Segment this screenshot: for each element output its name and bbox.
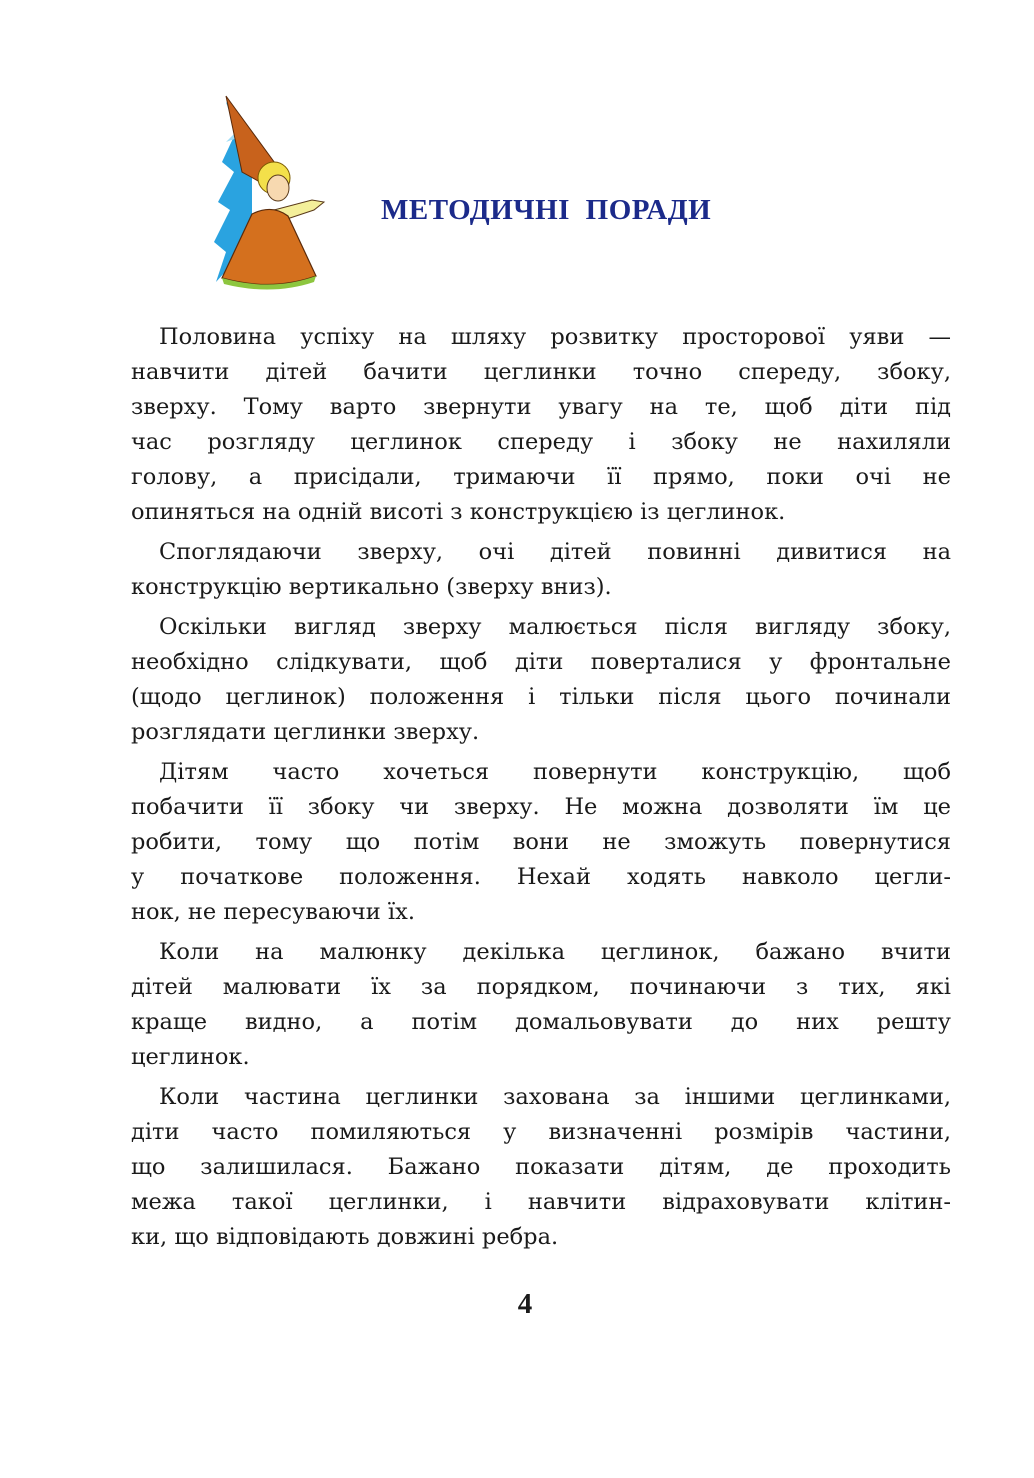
page-title: МЕТОДИЧНІ ПОРАДИ — [381, 194, 712, 226]
text-line: розглядати цеглинки зверху. — [131, 719, 480, 745]
text-line: побачити її збоку чи зверху. Не можна дозволяти їм це — [131, 794, 951, 820]
text-line: діти часто помиляються у визначенні розмірів частини, — [131, 1119, 951, 1145]
text-line: дітей малювати їх за порядком, починаючи з тих, які — [131, 974, 951, 1000]
text-line: робити, тому що потім вони не зможуть повернутися — [131, 829, 951, 855]
text-line: (щодо цеглинок) положення і тільки після цього починали — [131, 684, 951, 710]
text-line: цеглинок. — [131, 1044, 250, 1070]
paragraph — [131, 610, 951, 750]
text-line: Дітям часто хочеться повернути конструкцію, щоб — [159, 759, 951, 785]
text-line: опиняться на одній висоті з конструкцією із цеглинок. — [131, 499, 786, 525]
text-line: необхідно слідкувати, щоб діти поверталися у фронтальне — [131, 649, 951, 675]
text-line: краще видно, а потім домальовувати до них решту — [131, 1009, 951, 1035]
text-line: межа такої цеглинки, і навчити відраховувати клітин- — [131, 1189, 951, 1215]
text-line: Оскільки вигляд зверху малюється після вигляду збоку, — [159, 614, 951, 640]
paragraph — [131, 935, 951, 1075]
body-text — [131, 320, 951, 1260]
text-line: Споглядаючи зверху, очі дітей повинні дивитися на — [159, 539, 951, 565]
text-line: Коли частина цеглинки захована за іншими цеглинками, — [159, 1084, 951, 1110]
paragraph — [131, 755, 951, 930]
text-line: час розгляду цеглинок спереду і збоку не нахиляли — [131, 429, 951, 455]
gnome-illustration — [212, 92, 332, 292]
text-line: у початкове положення. Нехай ходять навколо цегли- — [131, 864, 951, 890]
page-number: 4 — [517, 1288, 533, 1320]
text-line: навчити дітей бачити цеглинки точно спереду, збоку, — [131, 359, 951, 385]
paragraph — [131, 1080, 951, 1255]
text-line: ки, що відповідають довжині ребра. — [131, 1224, 559, 1250]
text-line: голову, а присідали, тримаючи її прямо, поки очі не — [131, 464, 951, 490]
text-line: Половина успіху на шляху розвитку просторової уяви — — [159, 324, 951, 350]
text-line: нок, не пересуваючи їх. — [131, 899, 415, 925]
text-line: конструкцію вертикально (зверху вниз). — [131, 574, 612, 600]
text-line: Коли на малюнку декілька цеглинок, бажано вчити — [159, 939, 951, 965]
text-line: зверху. Тому варто звернути увагу на те, щоб діти під — [131, 394, 951, 420]
face — [267, 175, 289, 201]
paragraph — [131, 320, 951, 530]
text-line: що залишилася. Бажано показати дітям, де проходить — [131, 1154, 951, 1180]
paragraph — [131, 535, 951, 605]
